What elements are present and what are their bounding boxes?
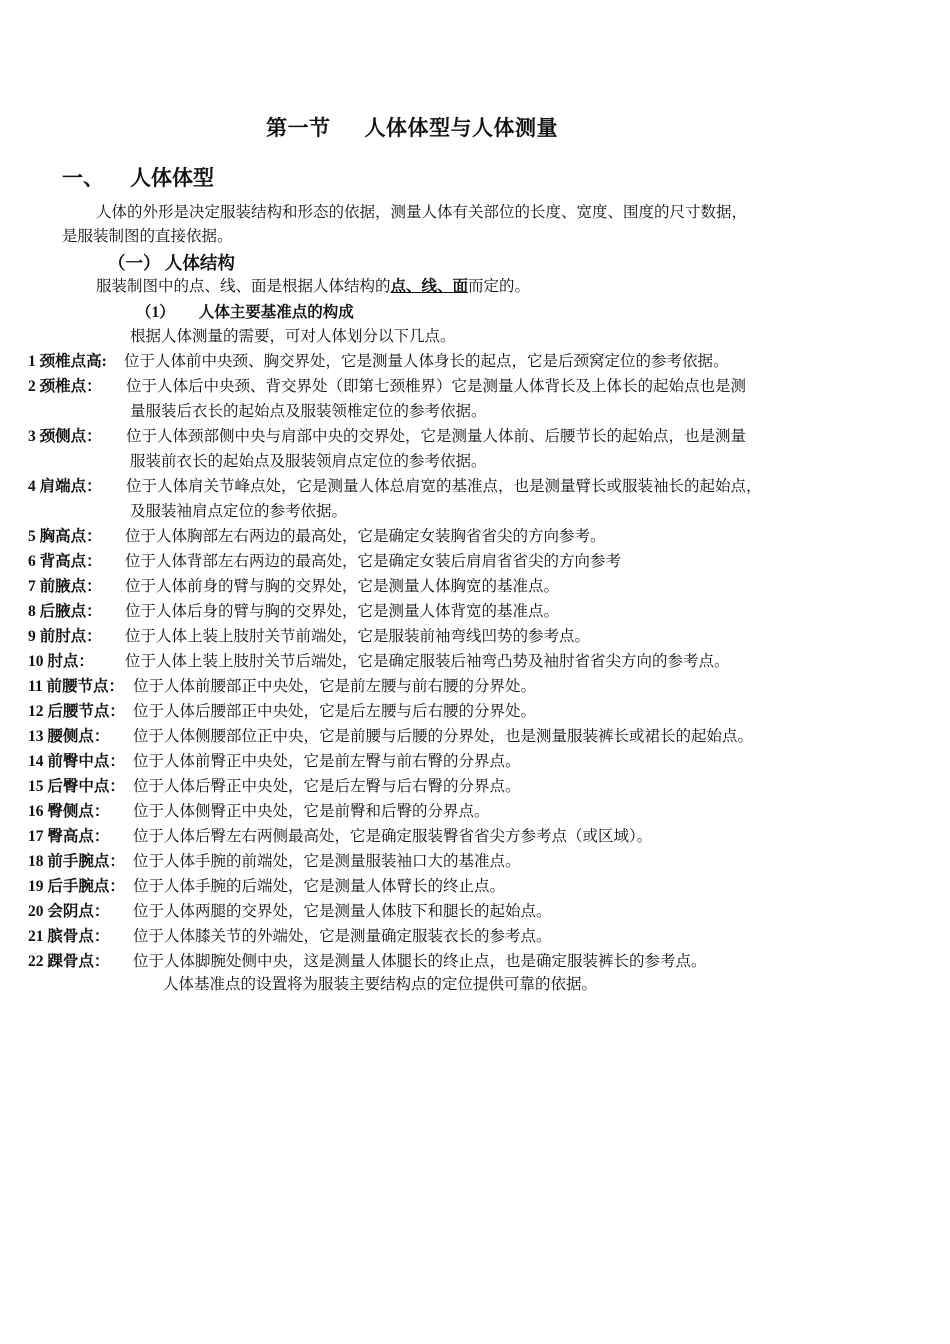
point-label: 15 后臀中点： (28, 778, 125, 795)
point-description: 位于人体前中央颈、胸交界处，它是测量人体身长的起点，它是后颈窝定位的参考依据。 (124, 353, 729, 370)
structure-text-after: 而定的。 (468, 278, 531, 295)
point-description: 位于人体膝关节的外端处，它是测量确定服装衣长的参考点。 (133, 928, 552, 945)
point-label: 13 腰侧点： (28, 728, 110, 745)
point-label: 10 肘点： (28, 653, 94, 670)
point-label: 22 踝骨点： (28, 953, 110, 970)
sub-subsection-title: 人体主要基准点的构成 (198, 304, 354, 321)
point-description: 位于人体脚腕处侧中央，这是测量人体腿长的终止点，也是确定服装裤长的参考点。 (133, 953, 707, 970)
point-description-continued: 及服装袖肩点定位的参考依据。 (130, 503, 348, 520)
point-label: 17 臀高点： (28, 828, 110, 845)
point-label: 16 臀侧点： (28, 803, 110, 820)
point-label: 14 前臀中点： (28, 753, 125, 770)
point-description: 位于人体颈部侧中央与肩部中央的交界处，它是测量人体前、后腰节长的起始点，也是测量 (126, 428, 747, 445)
point-label: 12 后腰节点： (28, 703, 125, 720)
point-description: 位于人体手腕的后端处，它是测量人体臂长的终止点。 (133, 878, 506, 895)
point-description: 位于人体前身的臂与胸的交界处，它是测量人体胸宽的基准点。 (125, 578, 560, 595)
sub-subsection-number: （1） (136, 304, 175, 321)
point-label: 5 胸高点： (28, 528, 102, 545)
structure-paragraph (96, 275, 530, 299)
point-description: 位于人体后腰部正中央处，它是后左腰与后右腰的分界处。 (133, 703, 537, 720)
points-lead: 根据人体测量的需要，可对人体划分以下几点。 (130, 328, 456, 345)
point-label: 1 颈椎点高: (28, 353, 107, 370)
point-description-continued: 服装前衣长的起始点及服装领肩点定位的参考依据。 (130, 453, 487, 470)
point-label: 11 前腰节点： (28, 678, 125, 695)
point-label: 2 颈椎点： (28, 378, 102, 395)
point-label: 8 后腋点： (28, 603, 102, 620)
point-label: 21 膑骨点： (28, 928, 110, 945)
point-label: 9 前肘点： (28, 628, 102, 645)
point-description: 位于人体前腰部正中央处，它是前左腰与前右腰的分界处。 (133, 678, 537, 695)
subsection-heading: （一） 人体结构 (108, 253, 235, 273)
page-title (266, 112, 558, 142)
intro-line-1: 人体的外形是决定服装结构和形态的依据，测量人体有关部位的长度、宽度、围度的尺寸数据， (96, 204, 748, 221)
point-description: 位于人体后臀正中央处，它是后左臀与后右臀的分界点。 (133, 778, 521, 795)
point-label: 7 前腋点： (28, 578, 102, 595)
point-label: 3 颈侧点： (28, 428, 102, 445)
point-label: 18 前手腕点： (28, 853, 125, 870)
point-description: 位于人体两腿的交界处，它是测量人体肢下和腿长的起始点。 (133, 903, 552, 920)
point-description: 位于人体肩关节峰点处，它是测量人体总肩宽的基准点，也是测量臂长或服装袖长的起始点， (126, 478, 762, 495)
point-description: 位于人体上装上肢肘关节后端处，它是确定服装后袖弯凸势及袖肘省省尖方向的参考点。 (125, 653, 730, 670)
point-description: 位于人体背部左右两边的最高处，它是确定女装后肩肩省省尖的方向参考 (125, 553, 622, 570)
point-label: 6 背高点： (28, 553, 102, 570)
structure-text-before: 服装制图中的点、线、面是根据人体结构的 (96, 278, 391, 295)
title-text: 人体体型与人体测量 (364, 116, 558, 140)
point-label: 19 后手腕点： (28, 878, 125, 895)
point-description: 位于人体前臀正中央处，它是前左臀与前右臀的分界点。 (133, 753, 521, 770)
section-number: 一、 (62, 166, 104, 190)
point-description: 位于人体上装上肢肘关节前端处，它是服装前袖弯线凹势的参考点。 (125, 628, 591, 645)
point-description: 位于人体手腕的前端处，它是测量服装袖口大的基准点。 (133, 853, 521, 870)
closing-text: 人体基准点的设置将为服装主要结构点的定位提供可靠的依据。 (163, 976, 598, 993)
point-label: 20 会阴点： (28, 903, 110, 920)
point-description: 位于人体侧臀正中央处，它是前臀和后臀的分界点。 (133, 803, 490, 820)
intro-line-2: 是服装制图的直接依据。 (62, 228, 233, 245)
section-heading (62, 162, 214, 192)
point-label: 4 肩端点： (28, 478, 102, 495)
title-section-number: 第一节 (266, 116, 331, 140)
point-description: 位于人体侧腰部位正中央，它是前腰与后腰的分界处，也是测量服装裤长或裙长的起始点。 (133, 728, 754, 745)
point-description-continued: 量服装后衣长的起始点及服装领椎定位的参考依据。 (130, 403, 487, 420)
structure-text-emphasis: 点、线、面 (390, 278, 469, 295)
sub-subsection-heading (136, 300, 354, 322)
point-description: 位于人体后身的臂与胸的交界处，它是测量人体背宽的基准点。 (125, 603, 560, 620)
section-title: 人体体型 (130, 166, 214, 190)
point-description: 位于人体后臀左右两侧最高处，它是确定服装臀省省尖方参考点（或区域）。 (133, 828, 653, 845)
point-description: 位于人体后中央颈、背交界处（即第七颈椎界）它是测量人体背长及上体长的起始点也是测 (126, 378, 747, 395)
point-description: 位于人体胸部左右两边的最高处，它是确定女装胸省省尖的方向参考。 (125, 528, 606, 545)
